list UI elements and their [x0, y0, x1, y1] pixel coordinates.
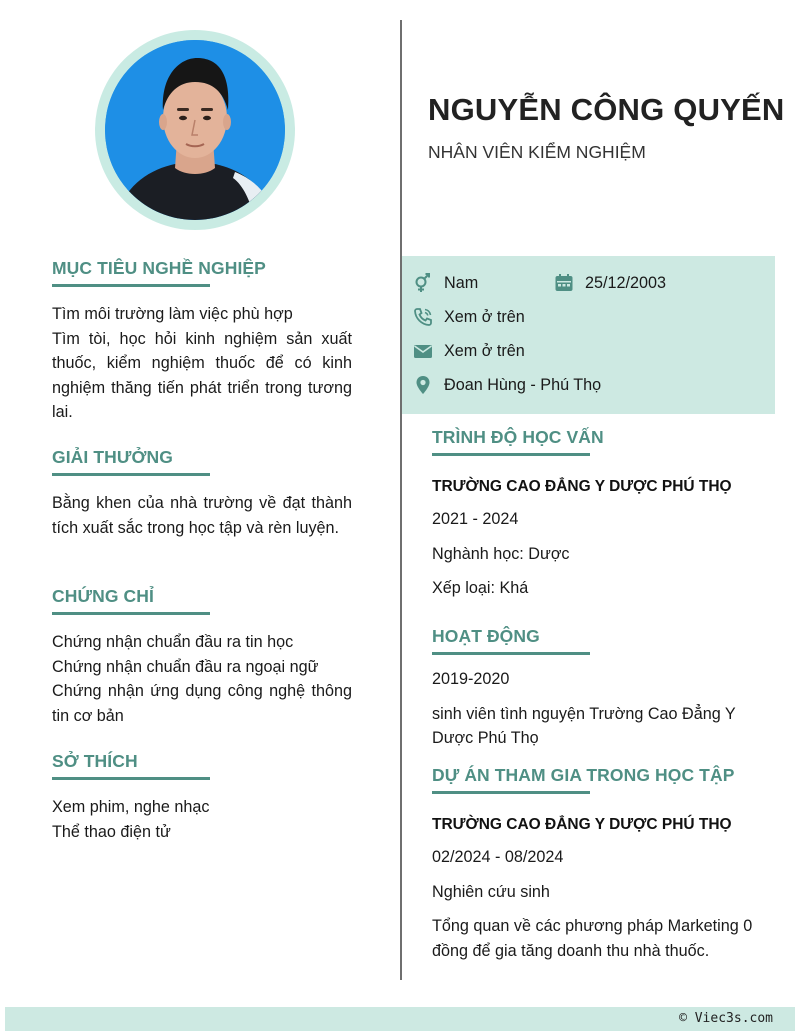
- goal-line: Tìm tòi, học hỏi kinh nghiệm sản xuất thuốc, kiểm nghiệm thuốc để có kinh nghiệm thăng tiến phát triển trong tương lai.: [52, 329, 352, 421]
- footer-credit[interactable]: © Viec3s.com: [679, 1011, 773, 1026]
- education-period: 2021 - 2024: [432, 510, 519, 528]
- section-title: DỰ ÁN THAM GIA TRONG HỌC TẬP: [432, 765, 735, 785]
- column-divider: [400, 20, 402, 980]
- certificate-item: Chứng nhận chuẩn đầu ra ngoại ngữ: [52, 657, 319, 676]
- contact-birthday: [553, 272, 666, 294]
- section-hobbies: [52, 751, 352, 844]
- awards-text: Bằng khen của nhà trường về đạt thành tích xuất sắc trong học tập và rèn luyện.: [52, 494, 352, 537]
- section-title: TRÌNH ĐỘ HỌC VẤN: [432, 427, 604, 447]
- section-awards: [52, 447, 352, 540]
- contact-gender: [412, 272, 478, 294]
- certificate-item: Chứng nhận ứng dụng công nghệ thông tin cơ bản: [52, 682, 352, 725]
- section-education: [432, 427, 772, 601]
- section-title: HOẠT ĐỘNG: [432, 626, 540, 646]
- footer-bar: [5, 1007, 795, 1031]
- certificate-item: Chứng nhận chuẩn đầu ra tin học: [52, 633, 294, 651]
- avatar-frame: [95, 30, 295, 230]
- candidate-name: NGUYỄN CÔNG QUYẾN: [428, 92, 785, 127]
- map-pin-icon: [412, 374, 434, 396]
- gender-icon: [412, 272, 434, 294]
- section-title: SỞ THÍCH: [52, 751, 138, 771]
- hobby-item: Thể thao điện tử: [52, 822, 171, 841]
- project-period: 02/2024 - 08/2024: [432, 848, 564, 866]
- project-role: Nghiên cứu sinh: [432, 882, 550, 901]
- contact-phone: [412, 306, 525, 328]
- address-value: Đoan Hùng - Phú Thọ: [444, 375, 602, 394]
- section-body: [52, 630, 352, 728]
- contact-email: [412, 340, 525, 362]
- education-school: TRƯỜNG CAO ĐẲNG Y DƯỢC PHÚ THỌ: [432, 478, 732, 495]
- section-projects: [432, 765, 772, 963]
- calendar-icon: [553, 272, 575, 294]
- section-underline: [52, 777, 210, 780]
- project-desc: Tổng quan về các phương pháp Marketing 0 đồng để gia tăng doanh thu nhà thuốc.: [432, 917, 753, 960]
- education-rank: Xếp loại: Khá: [432, 579, 529, 597]
- section-title: GIẢI THƯỞNG: [52, 447, 173, 467]
- gender-value: Nam: [444, 273, 479, 292]
- section-title: MỤC TIÊU NGHỀ NGHIỆP: [52, 258, 266, 278]
- email-value: Xem ở trên: [444, 341, 525, 360]
- section-underline: [52, 473, 210, 476]
- section-underline: [52, 612, 210, 615]
- contact-panel: [402, 256, 775, 414]
- phone-value: Xem ở trên: [444, 307, 525, 326]
- section-career-goal: [52, 258, 352, 425]
- section-underline: [52, 284, 210, 287]
- activity-desc: sinh viên tình nguyện Trường Cao Đẳng Y Dược Phú Thọ: [432, 704, 736, 747]
- section-activities: [432, 626, 772, 751]
- phone-icon: [412, 306, 434, 328]
- hobby-item: Xem phim, nghe nhạc: [52, 798, 210, 816]
- activity-period: 2019-2020: [432, 670, 510, 688]
- section-title: CHỨNG CHỈ: [52, 586, 154, 606]
- contact-address: [412, 374, 601, 396]
- section-underline: [432, 652, 590, 655]
- section-certificates: [52, 586, 352, 728]
- section-underline: [432, 791, 590, 794]
- avatar-portrait: [105, 40, 285, 220]
- section-body: [52, 795, 352, 844]
- education-major: Nghành học: Dược: [432, 544, 570, 563]
- envelope-icon: [412, 340, 434, 362]
- avatar: [105, 40, 285, 220]
- section-underline: [432, 453, 590, 456]
- goal-line: Tìm môi trường làm việc phù hợp: [52, 305, 293, 323]
- birthday-value: 25/12/2003: [585, 273, 667, 292]
- section-body: [52, 302, 352, 425]
- project-school: TRƯỜNG CAO ĐẲNG Y DƯỢC PHÚ THỌ: [432, 816, 732, 833]
- job-title: NHÂN VIÊN KIỂM NGHIỆM: [428, 142, 646, 162]
